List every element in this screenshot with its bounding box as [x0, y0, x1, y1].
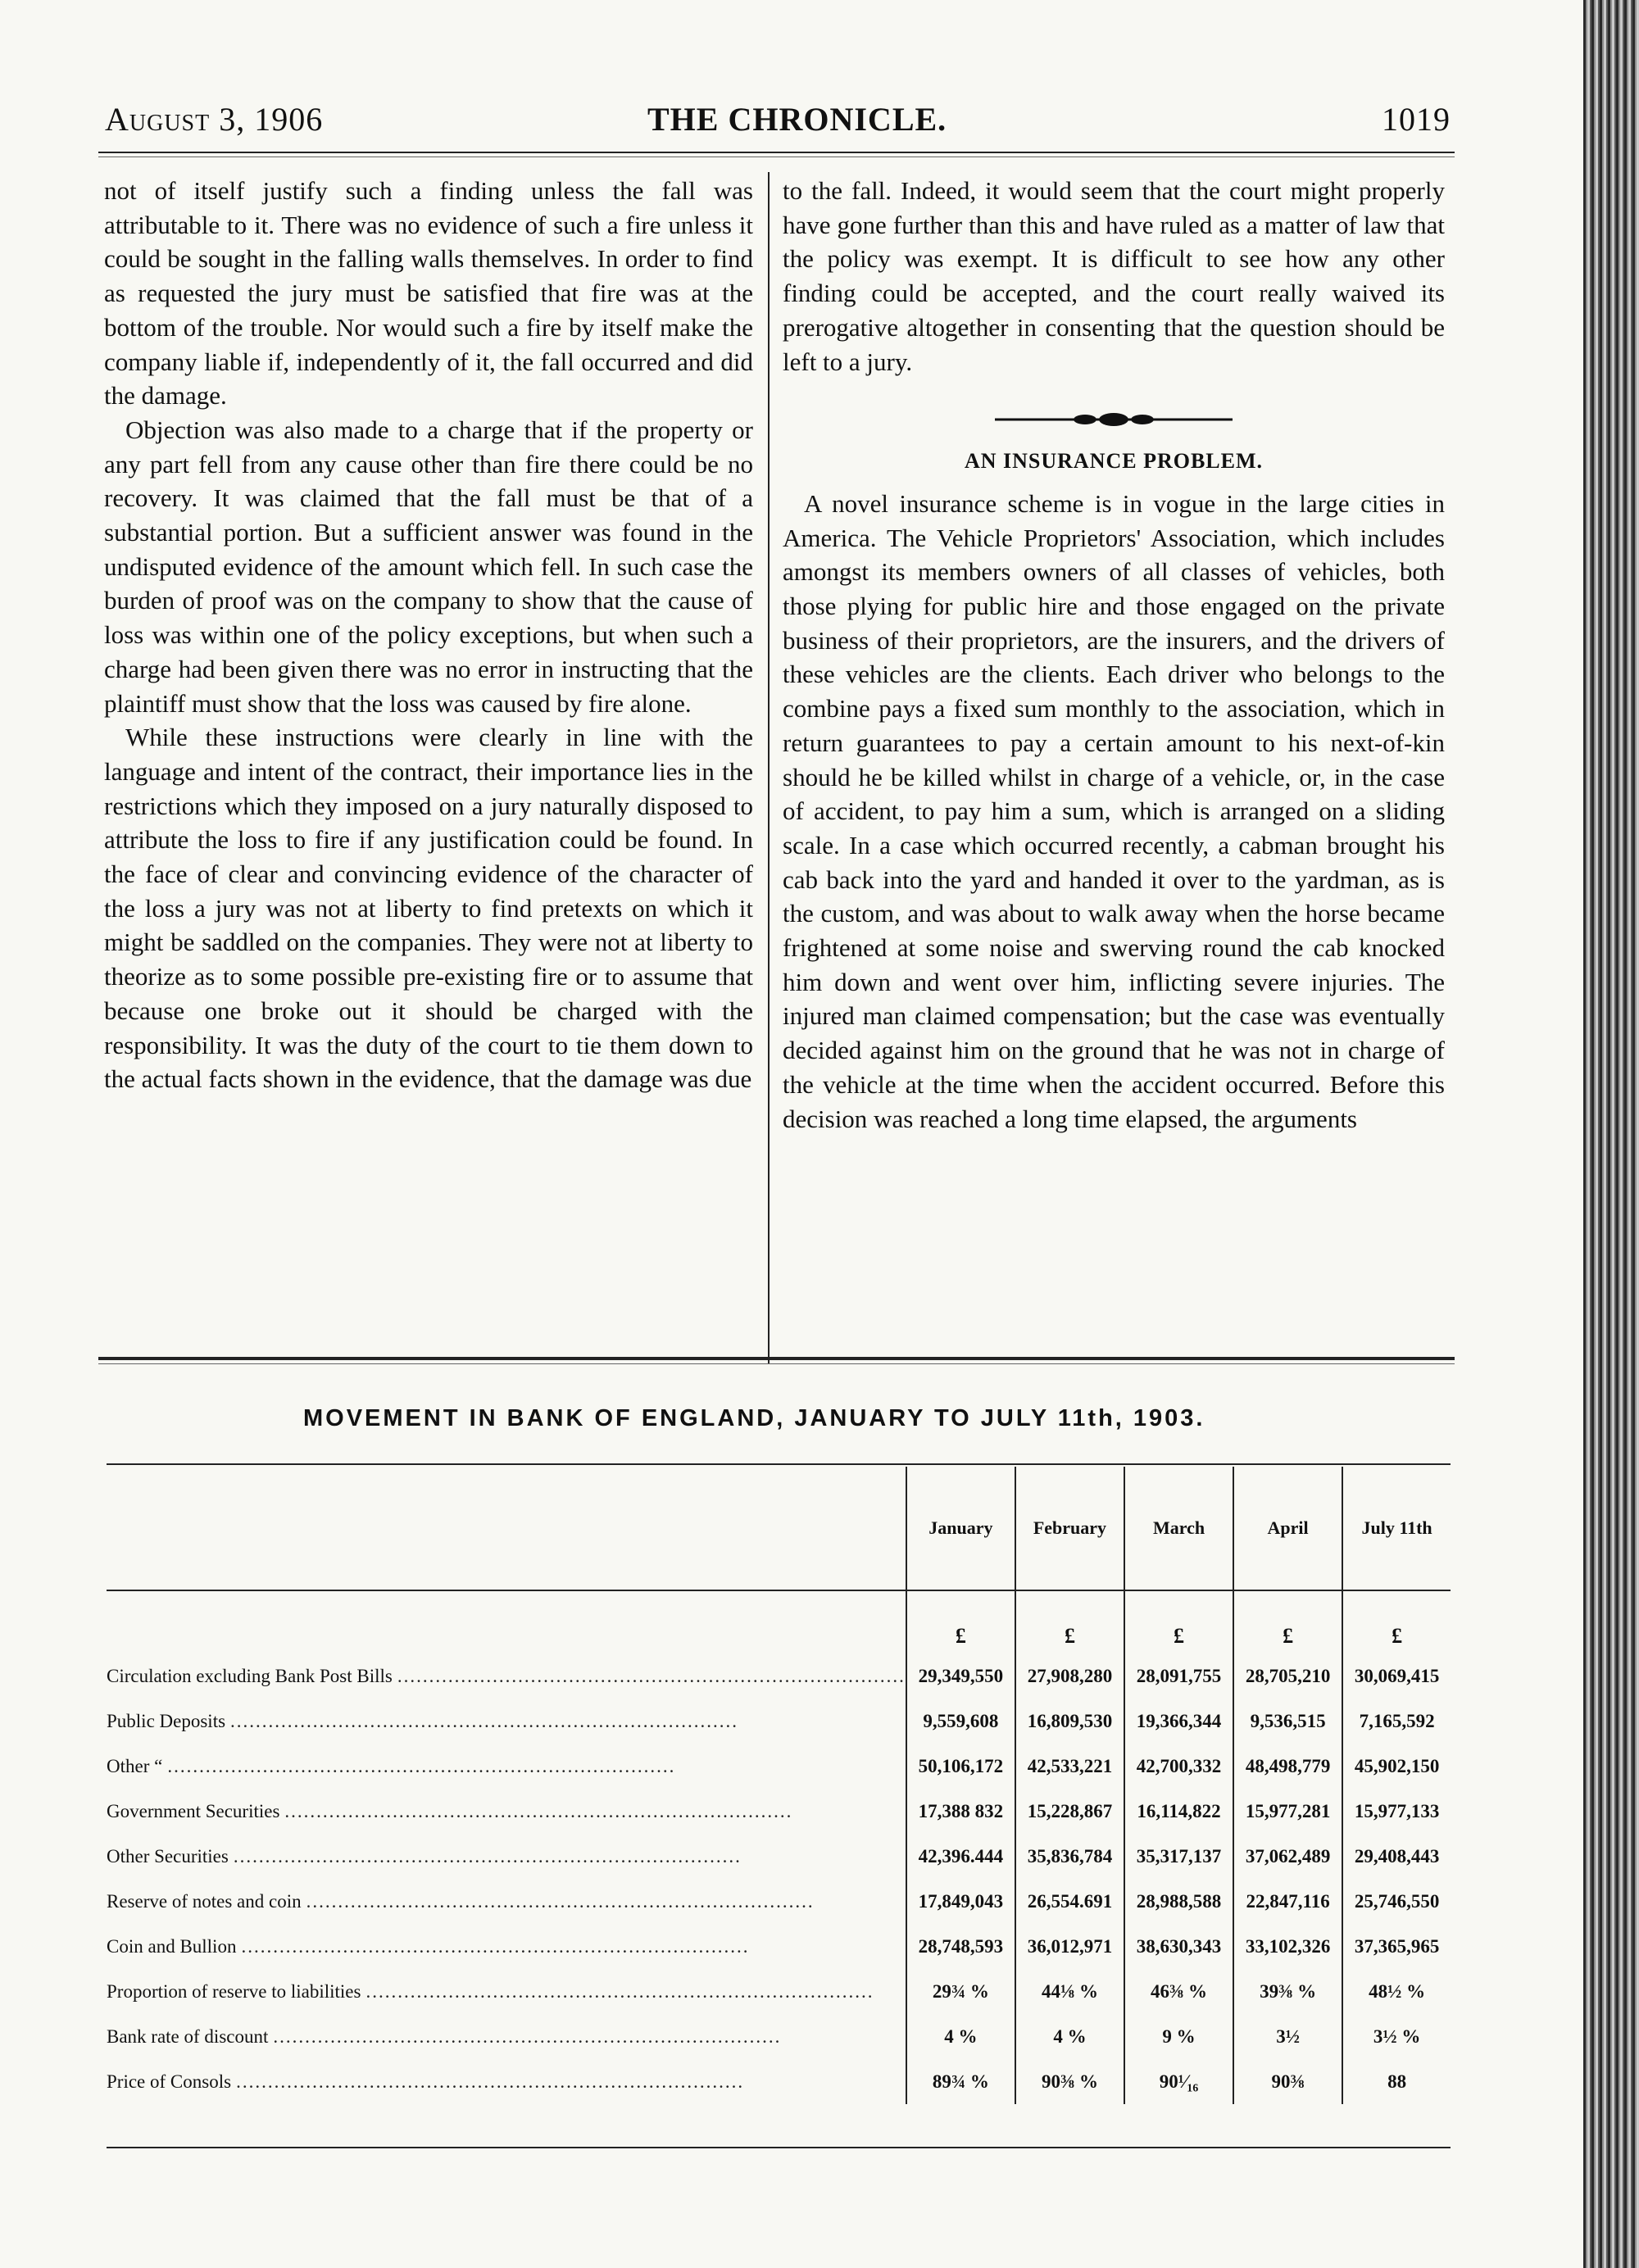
- value-cell: 27,908,280: [1015, 1653, 1124, 1699]
- value-cell: 35,317,137: [1124, 1834, 1233, 1879]
- value-cell: 42,533,221: [1015, 1744, 1124, 1789]
- paragraph: not of itself justify such a finding unless the fall was attributable to it. There was no evidence of such a fire unless it could be sought in the falling walls themselves. In order to find as requested the jury must be satisfied that fire was at the bottom of the trouble. Nor would such a fire by itself make the company liable if, independently of it, the fall occurred and did the damage.: [104, 176, 753, 411]
- table-row: [107, 2059, 1451, 2104]
- ornamental-rule: [783, 401, 1445, 416]
- row-label-text: Bank rate of discount: [107, 2025, 269, 2047]
- value-cell: 3½: [1233, 2014, 1342, 2059]
- row-label: [107, 1834, 906, 1879]
- value-cell: 25,746,550: [1342, 1879, 1451, 1924]
- value-cell: 7,165,592: [1342, 1699, 1451, 1744]
- value-cell: 22,847,116: [1233, 1879, 1342, 1924]
- currency-symbol: £: [1124, 1590, 1233, 1653]
- column-header: July 11th: [1342, 1467, 1451, 1590]
- value-cell: 17,849,043: [906, 1879, 1015, 1924]
- value-cell: 37,365,965: [1342, 1924, 1451, 1969]
- table-row: [107, 1653, 1451, 1699]
- value-cell: 46⅜ %: [1124, 1969, 1233, 2014]
- value-cell: 28,748,593: [906, 1924, 1015, 1969]
- blank-header-cell: [107, 1467, 906, 1590]
- row-label-text: Other Securities: [107, 1845, 229, 1867]
- row-label-text: Price of Consols: [107, 2071, 232, 2092]
- column-divider: [768, 172, 770, 1364]
- value-cell: 37,062,489: [1233, 1834, 1342, 1879]
- value-cell: 15,228,867: [1015, 1789, 1124, 1834]
- value-cell: 3½ %: [1342, 2014, 1451, 2059]
- currency-symbol: £: [1233, 1590, 1342, 1653]
- value-cell: 4 %: [906, 2014, 1015, 2059]
- table-row: [107, 2014, 1451, 2059]
- row-label: [107, 1789, 906, 1834]
- table-row: [107, 1699, 1451, 1744]
- column-header: February: [1015, 1467, 1124, 1590]
- section-rule: [98, 1357, 1455, 1360]
- table-row: [107, 1834, 1451, 1879]
- row-label-text: Government Securities: [107, 1800, 280, 1821]
- value-cell: 33,102,326: [1233, 1924, 1342, 1969]
- value-cell: 89¾ %: [906, 2059, 1015, 2104]
- table-title: MOVEMENT IN BANK OF ENGLAND, JANUARY TO JULY 11th, 1903.: [303, 1405, 1205, 1431]
- value-cell: 28,091,755: [1124, 1653, 1233, 1699]
- paragraph: Objection was also made to a charge that if the property or any part fell from any cause other than fire there could be no recovery. It was claimed that the fall must be that of a substantial portion. But a sufficient answer was found in the undisputed evidence of the amount which fell. In such case the burden of proof was on the company to show that the cause of loss was within one of the policy exceptions, but when such a charge had been given there was no error in instructing that the plaintiff must show that the loss was caused by fire alone.: [104, 415, 753, 718]
- page-number: 1019: [1382, 101, 1451, 138]
- table-body: [107, 1590, 1451, 2104]
- row-label: [107, 1744, 906, 1789]
- table-row: [107, 1789, 1451, 1834]
- row-label: [107, 1699, 906, 1744]
- value-cell: 36,012,971: [1015, 1924, 1124, 1969]
- row-label-text: Proportion of reserve to liabilities: [107, 1980, 361, 2002]
- leader-dots: ................................................................................: [284, 1800, 793, 1821]
- leader-dots: ................................................................................: [233, 1845, 742, 1867]
- value-cell: 26,554.691: [1015, 1879, 1124, 1924]
- value-cell: 15,977,281: [1233, 1789, 1342, 1834]
- value-cell: 29,408,443: [1342, 1834, 1451, 1879]
- header-rule: [98, 152, 1455, 153]
- row-label-text: Coin and Bullion: [107, 1935, 237, 1957]
- currency-symbol: £: [1342, 1590, 1451, 1653]
- paragraph: A novel insurance scheme is in vogue in the large cities in America. The Vehicle Proprietors' Association, which includes amongst its members owners of all classes of vehicles, both those plying for public hire and those engaged on the private business of their proprietors, are the insurers, and the drivers of these vehicles are the clients. Each driver who belongs to the combine pays a fixed sum monthly to the association, which in return guarantees to pay a certain amount to his next-of-kin should he be killed whilst in charge of a vehicle, or, in the case of accident, to pay him a sum, which is arranged on a sliding scale. In a case which occurred recently, a cabman brought his cab back into the yard and handed it over to the yardman, as is the custom, and was about to walk away when the horse became frightened at some noise and swerving round the cab knocked him down and went over him, inflicting severe injuries. The injured man claimed compensation; but the case was eventually decided against him on the ground that he was not in charge of the vehicle at the time when the accident occurred. Before this decision was reached a long time elapsed, the arguments: [783, 488, 1445, 1133]
- leader-dots: ................................................................................: [273, 2025, 782, 2047]
- right-column: [783, 174, 1445, 1354]
- publication-title: THE CHRONICLE.: [647, 101, 947, 138]
- value-cell: 16,809,530: [1015, 1699, 1124, 1744]
- value-cell: 9,536,515: [1233, 1699, 1342, 1744]
- value-cell: 39⅜ %: [1233, 1969, 1342, 2014]
- leader-dots: ................................................................................: [397, 1665, 906, 1686]
- value-cell: 45,902,150: [1342, 1744, 1451, 1789]
- currency-symbol: £: [1015, 1590, 1124, 1653]
- value-cell: 42,396.444: [906, 1834, 1015, 1879]
- value-cell: 90⅜: [1233, 2059, 1342, 2104]
- row-label: [107, 1653, 906, 1699]
- value-cell: 17,388 832: [906, 1789, 1015, 1834]
- leader-dots: ................................................................................: [236, 2071, 745, 2092]
- value-cell: 28,705,210: [1233, 1653, 1342, 1699]
- table-top-rule: [107, 1463, 1451, 1465]
- value-cell: 44⅛ %: [1015, 1969, 1124, 2014]
- section-title: AN INSURANCE PROBLEM.: [964, 449, 1264, 474]
- value-cell: 9,559,608: [906, 1699, 1015, 1744]
- value-cell: 42,700,332: [1124, 1744, 1233, 1789]
- table-row: [107, 1744, 1451, 1789]
- header-rule-thin: [98, 156, 1455, 157]
- table-bottom-rule: [107, 2147, 1451, 2148]
- row-label-text: Reserve of notes and coin: [107, 1890, 302, 1912]
- row-label: [107, 2059, 906, 2104]
- currency-row: [107, 1590, 1451, 1653]
- row-label-text: Public Deposits: [107, 1710, 226, 1731]
- column-header: March: [1124, 1467, 1233, 1590]
- value-cell: 35,836,784: [1015, 1834, 1124, 1879]
- row-label-text: Other “: [107, 1755, 163, 1776]
- table-row: [107, 1879, 1451, 1924]
- leader-dots: ................................................................................: [306, 1890, 815, 1912]
- value-cell: 88: [1342, 2059, 1451, 2104]
- value-cell: 15,977,133: [1342, 1789, 1451, 1834]
- table-row: [107, 1924, 1451, 1969]
- column-header: April: [1233, 1467, 1342, 1590]
- paragraph: to the fall. Indeed, it would seem that the court might properly have gone further than this and have ruled as a matter of law that the policy was exempt. It is difficult to see how any other finding could be accepted, and the court really waived its prerogative altogether in consenting that the question should be left to a jury.: [783, 176, 1445, 376]
- value-cell: 29¾ %: [906, 1969, 1015, 2014]
- table-header-row: [107, 1467, 1451, 1590]
- issue-date: August 3, 1906: [105, 101, 324, 138]
- row-label: [107, 1969, 906, 2014]
- row-label-text: Circulation excluding Bank Post Bills: [107, 1665, 393, 1686]
- row-label: [107, 1879, 906, 1924]
- value-cell: 29,349,550: [906, 1653, 1015, 1699]
- blank-label-cell: [107, 1590, 906, 1653]
- value-cell: 30,069,415: [1342, 1653, 1451, 1699]
- leader-dots: ................................................................................: [167, 1755, 676, 1776]
- value-cell: 9 %: [1124, 2014, 1233, 2059]
- table-row: [107, 1969, 1451, 2014]
- left-column: [104, 174, 753, 1354]
- section-rule-thin: [98, 1363, 1455, 1364]
- column-header: January: [906, 1467, 1015, 1590]
- value-cell: 48½ %: [1342, 1969, 1451, 2014]
- page-binding-edge: [1583, 0, 1639, 2268]
- currency-symbol: £: [906, 1590, 1015, 1653]
- value-cell: 19,366,344: [1124, 1699, 1233, 1744]
- leader-dots: ................................................................................: [230, 1710, 739, 1731]
- value-cell: 90¹⁄₁₆: [1124, 2059, 1233, 2104]
- value-cell: 28,988,588: [1124, 1879, 1233, 1924]
- value-cell: 90⅜ %: [1015, 2059, 1124, 2104]
- paragraph: While these instructions were clearly in line with the language and intent of the contract, their importance lies in the restrictions which they imposed on a jury naturally disposed to attribute the loss to fire if any justification could be found. In the face of clear and convincing evidence of the character of the loss a jury was not at liberty to find pretexts on which it might be saddled on the companies. They were not at liberty to theorize as to some possible pre-existing fire or to assume that because one broke out it should be charged with the responsibility. It was the duty of the court to tie them down to the actual facts shown in the evidence, that the damage was due: [104, 723, 753, 1094]
- value-cell: 50,106,172: [906, 1744, 1015, 1789]
- ornament-divider-icon: [995, 412, 1233, 427]
- row-label: [107, 2014, 906, 2059]
- leader-dots: ................................................................................: [241, 1935, 750, 1957]
- leader-dots: ................................................................................: [365, 1980, 874, 2002]
- value-cell: 16,114,822: [1124, 1789, 1233, 1834]
- page-header: [98, 100, 1451, 149]
- value-cell: 38,630,343: [1124, 1924, 1233, 1969]
- bank-movement-table: [107, 1467, 1451, 2104]
- row-label: [107, 1924, 906, 1969]
- value-cell: 48,498,779: [1233, 1744, 1342, 1789]
- value-cell: 4 %: [1015, 2014, 1124, 2059]
